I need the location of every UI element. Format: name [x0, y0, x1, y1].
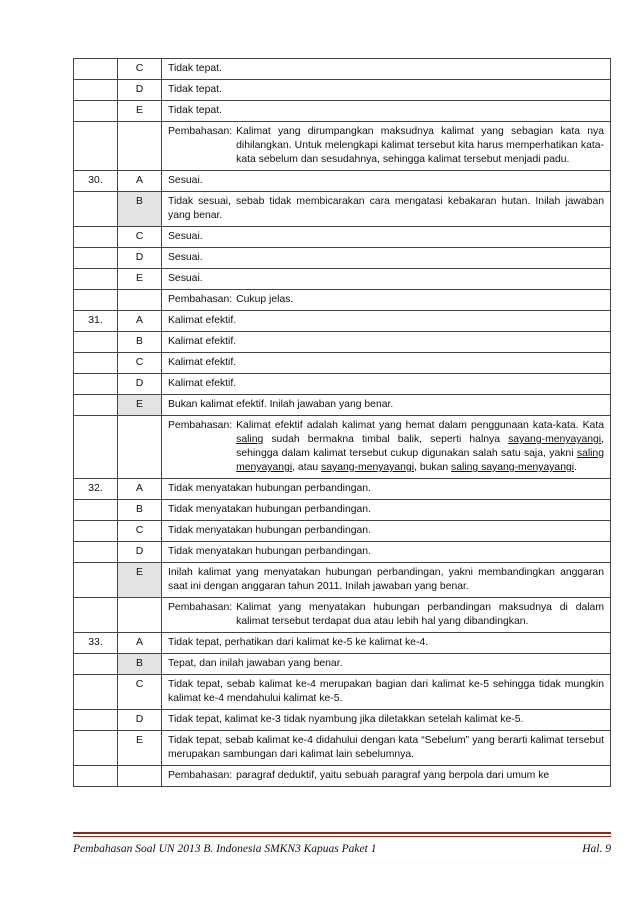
option-letter: D [118, 710, 162, 731]
discussion-text: paragraf deduktif, yaitu sebuah paragraf yang berpola dari umum ke [236, 770, 550, 781]
option-letter: B [118, 500, 162, 521]
table-row [74, 80, 611, 101]
table-row [74, 633, 611, 654]
option-letter: A [118, 633, 162, 654]
option-text: Tepat, dan inilah jawaban yang benar. [162, 654, 611, 675]
underlined-term: saling menyayangi [236, 448, 604, 473]
option-letter: D [118, 80, 162, 101]
option-text: Kalimat efektif. [162, 311, 611, 332]
table-row [74, 563, 611, 598]
option-text: Bukan kalimat efektif. Inilah jawaban yang benar. [162, 395, 611, 416]
discussion [162, 766, 611, 787]
table-row [74, 395, 611, 416]
table-row [74, 675, 611, 710]
option-text: Tidak tepat, perhatikan dari kalimat ke-5 ke kalimat ke-4. [162, 633, 611, 654]
table-row [74, 353, 611, 374]
discussion-label: Pembahasan: [168, 126, 233, 137]
table-row [74, 171, 611, 192]
option-text: Tidak menyatakan hubungan perbandingan. [162, 500, 611, 521]
option-text: Tidak menyatakan hubungan perbandingan. [162, 479, 611, 500]
option-text: Kalimat efektif. [162, 332, 611, 353]
table-row [74, 542, 611, 563]
discussion [162, 290, 611, 311]
underlined-term: saling [236, 434, 264, 445]
option-text: Sesuai. [162, 269, 611, 290]
table-row [74, 654, 611, 675]
page-footer [73, 843, 611, 855]
underlined-term: saling sayang-menyayangi [451, 462, 575, 473]
option-letter: A [118, 479, 162, 500]
page-number: Hal. 9 [582, 843, 611, 855]
option-letter: E [118, 101, 162, 122]
table-row [74, 192, 611, 227]
option-letter: B [118, 332, 162, 353]
option-letter: C [118, 675, 162, 710]
option-text: Tidak tepat. [162, 59, 611, 80]
question-number: 32. [74, 479, 118, 500]
footer-title: Pembahasan Soal UN 2013 B. Indonesia SMKN3 Kapuas Paket 1 [73, 843, 377, 855]
table-row [74, 766, 611, 787]
option-letter: A [118, 311, 162, 332]
option-letter: C [118, 59, 162, 80]
option-text: Tidak tepat, sebab kalimat ke-4 didahului dengan kata “Sebelum” yang berarti kalimat tersebut merupakan sambungan dari kalimat lain sebelumnya. [162, 731, 611, 766]
option-text: Tidak menyatakan hubungan perbandingan. [162, 521, 611, 542]
discussion-text: Kalimat yang dirumpangkan maksudnya kalimat yang sebagian kata nya dihilangkan. Untuk melengkapi kalimat tersebut kita harus memperhatikan kata-kata sebelum dan sesudahnya, sehingga kalimat tersebut menjadi padu. [236, 126, 604, 165]
discussion-text: Cukup jelas. [236, 294, 294, 305]
table-row [74, 731, 611, 766]
option-text: Tidak tepat. [162, 80, 611, 101]
footer-rule [73, 832, 611, 834]
question-number: 30. [74, 171, 118, 192]
correct-option-letter: B [118, 192, 162, 227]
underlined-term: sayang-menyayangi [508, 434, 602, 445]
table-row [74, 311, 611, 332]
option-text: Tidak tepat, kalimat ke-3 tidak nyambung jika diletakkan setelah kalimat ke-5. [162, 710, 611, 731]
discussion [162, 122, 611, 171]
discussion-label: Pembahasan: [168, 420, 233, 431]
option-text: Tidak menyatakan hubungan perbandingan. [162, 542, 611, 563]
discussion [162, 598, 611, 633]
discussion-text: Kalimat efektif adalah kalimat yang hemat dalam penggunaan kata-kata. Kata saling sudah bermakna timbal balik, seperti halnya sayang-menyayangi, sehingga dalam kalimat tersebut cukup digunakan salah satu saja, yakni saling menyayangi, atau sayang-menyayangi, bukan saling sayang-menyayangi. [236, 420, 604, 473]
question-number: 31. [74, 311, 118, 332]
table-row [74, 479, 611, 500]
underlined-term: sayang-menyayangi [321, 462, 415, 473]
table-row [74, 710, 611, 731]
option-text: Sesuai. [162, 227, 611, 248]
table-row [74, 269, 611, 290]
table-row [74, 122, 611, 171]
answer-table [73, 58, 611, 787]
footer-rule-thin [73, 836, 611, 837]
option-letter: A [118, 171, 162, 192]
option-text: Tidak tepat, sebab kalimat ke-4 merupakan bagian dari kalimat ke-5 sehingga tidak mungkin kalimat ke-4 mendahului kalimat ke-5. [162, 675, 611, 710]
question-number: 33. [74, 633, 118, 654]
option-letter: D [118, 542, 162, 563]
question-number [74, 59, 118, 80]
table-row [74, 500, 611, 521]
discussion-label: Pembahasan: [168, 770, 233, 781]
table-row [74, 227, 611, 248]
table-row [74, 416, 611, 479]
option-letter: D [118, 248, 162, 269]
option-text: Tidak sesuai, sebab tidak membicarakan cara mengatasi kebakaran hutan. Inilah jawaban yang benar. [162, 192, 611, 227]
answer-sheet [73, 58, 611, 787]
option-letter: C [118, 353, 162, 374]
option-text: Kalimat efektif. [162, 374, 611, 395]
option-text: Tidak tepat. [162, 101, 611, 122]
correct-option-letter: E [118, 395, 162, 416]
table-row [74, 101, 611, 122]
discussion-text: Kalimat yang menyatakan hubungan perbandingan maksudnya di dalam kalimat tersebut terdapat dua atau lebih hal yang dibandingkan. [236, 602, 604, 627]
table-row [74, 332, 611, 353]
option-letter: C [118, 521, 162, 542]
table-row [74, 290, 611, 311]
discussion [162, 416, 611, 479]
table-row [74, 248, 611, 269]
option-letter: D [118, 374, 162, 395]
option-text: Sesuai. [162, 248, 611, 269]
table-row [74, 521, 611, 542]
discussion-label: Pembahasan: [168, 294, 233, 305]
table-row [74, 598, 611, 633]
table-row [74, 59, 611, 80]
option-letter: C [118, 227, 162, 248]
correct-option-letter: B [118, 654, 162, 675]
option-letter: E [118, 269, 162, 290]
option-letter: E [118, 731, 162, 766]
table-row [74, 374, 611, 395]
option-text: Kalimat efektif. [162, 353, 611, 374]
correct-option-letter: E [118, 563, 162, 598]
discussion-label: Pembahasan: [168, 602, 233, 613]
option-text: Inilah kalimat yang menyatakan hubungan perbandingan, yakni membandingkan anggaran saat ini dengan anggaran tahun 2011. Inilah jawaban yang benar. [162, 563, 611, 598]
option-text: Sesuai. [162, 171, 611, 192]
